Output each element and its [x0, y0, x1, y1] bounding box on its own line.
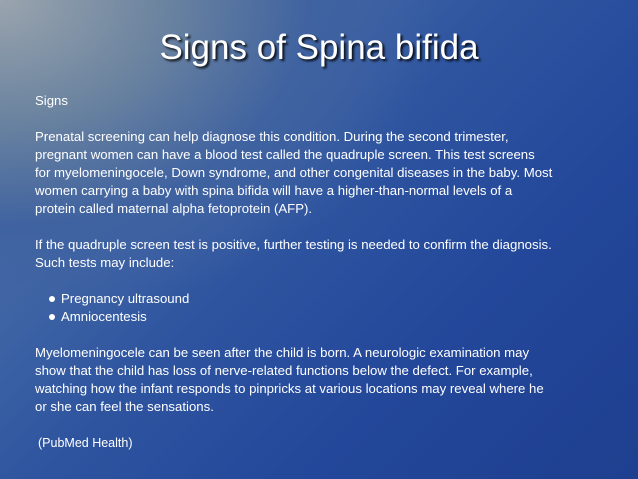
list-item	[49, 290, 615, 308]
list-item	[49, 308, 615, 326]
text-line: or she can feel the sensations.	[35, 399, 214, 414]
paragraph-after-birth	[35, 344, 615, 416]
paragraph-further-testing	[35, 236, 615, 272]
source-citation: (PubMed Health)	[38, 436, 133, 450]
text-line: Such tests may include:	[35, 255, 175, 270]
text-line: for myelomeningocele, Down syndrome, and other congenital diseases in the baby. Most	[35, 165, 553, 180]
section-heading: Signs	[35, 93, 68, 108]
slide-body	[35, 92, 615, 452]
slide-title: Signs of Spina bifida	[159, 28, 479, 67]
text-line: pregnant women can have a blood test called the quadruple screen. This test screens	[35, 147, 535, 162]
text-line: show that the child has loss of nerve-related functions below the defect. For example,	[35, 363, 533, 378]
list-item-label: Amniocentesis	[61, 309, 147, 324]
spacer	[35, 416, 615, 434]
list-item-label: Pregnancy ultrasound	[61, 291, 190, 306]
bullet-icon	[49, 296, 55, 302]
text-line: women carrying a baby with spina bifida will have a higher-than-normal levels of a	[35, 183, 513, 198]
text-line: If the quadruple screen test is positive, further testing is needed to confirm the diagnosis.	[35, 237, 552, 252]
spacer	[35, 110, 615, 128]
text-line: watching how the infant responds to pinpricks at various locations may reveal where he	[35, 381, 544, 396]
tests-list	[35, 290, 615, 326]
bullet-icon	[49, 314, 55, 320]
spacer	[35, 272, 615, 290]
spacer	[35, 218, 615, 236]
spacer	[35, 326, 615, 344]
paragraph-prenatal-screening	[35, 128, 615, 218]
text-line: Myelomeningocele can be seen after the child is born. A neurologic examination may	[35, 345, 530, 360]
text-line: protein called maternal alpha fetoprotein (AFP).	[35, 201, 313, 216]
text-line: Prenatal screening can help diagnose this condition. During the second trimester,	[35, 129, 509, 144]
